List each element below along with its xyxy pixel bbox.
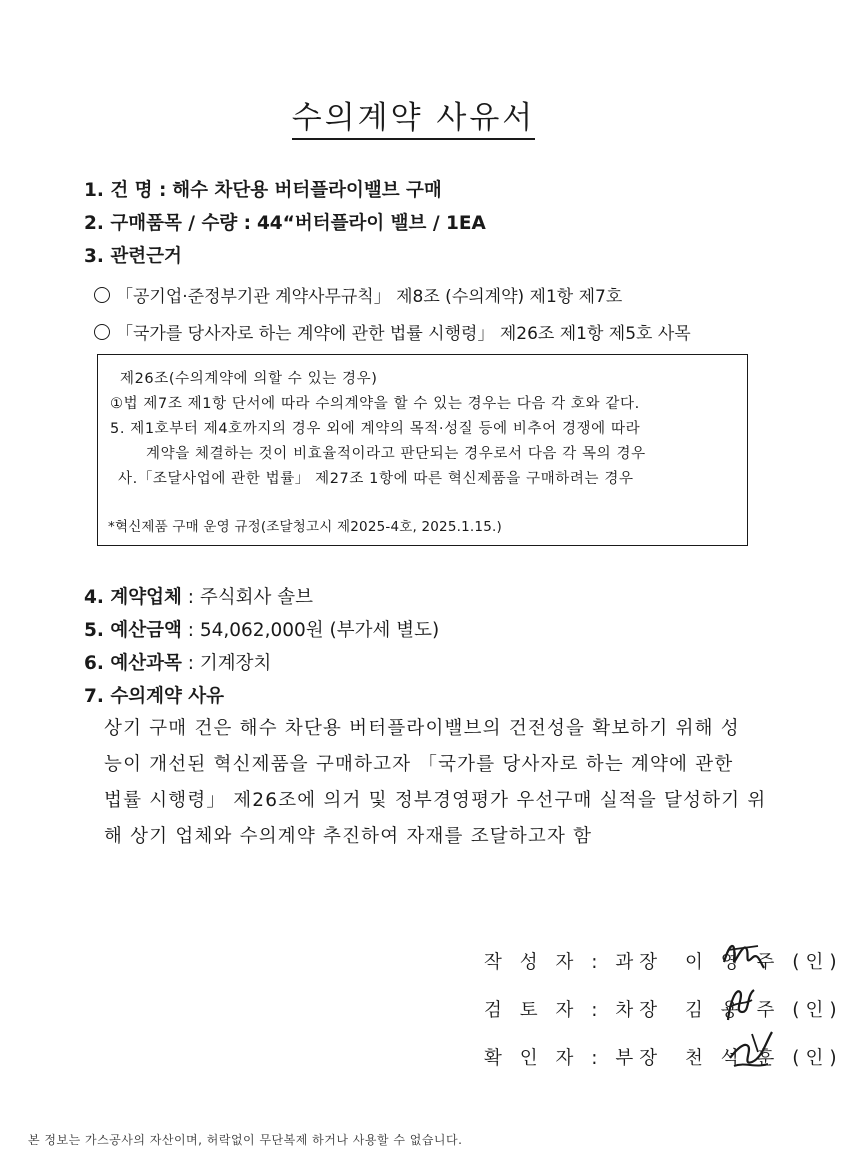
item-6-value: : 기계장치: [187, 653, 272, 674]
basis-1: [94, 282, 622, 307]
handwritten-signature-icon: [722, 1022, 778, 1078]
basis-2-text: 「국가를 당사자로 하는 계약에 관한 법률 시행령」 제26조 제1항 제5호 사목: [116, 324, 691, 344]
law-line-1: 제26조(수의계약에 의할 수 있는 경우): [120, 371, 378, 387]
signature-name: 이 영 주: [685, 952, 781, 973]
item-5: [84, 616, 439, 642]
reason-line: 해 상기 업체와 수의계약 추진하여 자재를 조달하고자 함: [104, 826, 593, 847]
signature-seal: (인): [792, 1000, 843, 1021]
law-note: *혁신제품 구매 운영 규정(조달청고시 제2025-4호, 2025.1.15.): [108, 519, 502, 535]
signature-role: 검 토 자 : 차장: [484, 1000, 664, 1021]
reason-line: 상기 구매 건은 해수 차단용 버터플라이밸브의 건전성을 확보하기 위해 성: [104, 718, 740, 739]
item-3-label: 3. 관련근거: [84, 246, 182, 267]
reason-line: 능이 개선된 혁신제품을 구매하고자 「국가를 당사자로 하는 계약에 관한: [104, 754, 734, 775]
circle-bullet-icon: [94, 287, 110, 303]
signature-role: 확 인 자 : 부장: [484, 1048, 664, 1069]
item-1-label: 1. 건 명 :: [84, 180, 167, 201]
item-4-value: : 주식회사 솔브: [187, 587, 313, 608]
item-6-label: 6. 예산과목: [84, 653, 182, 674]
handwritten-signature-icon: [718, 932, 766, 976]
law-line-2: ①법 제7조 제1항 단서에 따라 수의계약을 할 수 있는 경우는 다음 각 호와 같다.: [110, 396, 640, 412]
reason-line: 법률 시행령」 제26조에 의거 및 정부경영평가 우선구매 실적을 달성하기 위: [104, 790, 767, 811]
law-excerpt-box: [97, 354, 748, 546]
signature-name: 천 석 훈: [685, 1048, 781, 1069]
handwritten-signature-icon: [716, 982, 764, 1026]
item-4: [84, 583, 313, 609]
law-line-5: 사.「조달사업에 관한 법률」 제27조 1항에 따른 혁신제품을 구매하려는 경우: [118, 471, 634, 487]
item-4-label: 4. 계약업체: [84, 587, 182, 608]
item-2-label: 2. 구매품목 / 수량 :: [84, 213, 252, 234]
signature-seal: (인): [792, 1048, 843, 1069]
signature-seal: (인): [792, 952, 843, 973]
title-text: 수의계약 사유서: [292, 100, 535, 140]
basis-1-text: 「공기업·준정부기관 계약사무규칙」 제8조 (수의계약) 제1항 제7호: [116, 287, 623, 307]
law-line-3: 5. 제1호부터 제4호까지의 경우 외에 계약의 목적·성질 등에 비추어 경쟁에 따라: [110, 421, 641, 437]
signature-name: 김 용 주: [685, 1000, 781, 1021]
circle-bullet-icon: [94, 324, 110, 340]
page-title: [0, 92, 827, 137]
signature-role: 작 성 자 : 과장: [484, 952, 664, 973]
signature-row-author: [484, 948, 843, 974]
signature-row-reviewer: [484, 996, 843, 1022]
item-2: [84, 209, 486, 235]
item-5-label: 5. 예산금액: [84, 620, 182, 641]
law-line-4: 계약을 체결하는 것이 비효율적이라고 판단되는 경우로서 다음 각 목의 경우: [146, 446, 646, 462]
item-5-value: : 54,062,000원 (부가세 별도): [187, 620, 440, 641]
item-1-value: 해수 차단용 버터플라이밸브 구매: [172, 180, 442, 201]
item-1: [84, 176, 442, 202]
item-6: [84, 649, 271, 675]
footer-notice: 본 정보는 가스공사의 자산이며, 허락없이 무단복제 하거나 사용할 수 없습니다.: [28, 1133, 463, 1147]
basis-2: [94, 319, 691, 344]
item-7-label: 7. 수의계약 사유: [84, 686, 225, 707]
item-2-value: 44“버터플라이 밸브 / 1EA: [256, 213, 486, 234]
signature-row-approver: [484, 1044, 843, 1070]
